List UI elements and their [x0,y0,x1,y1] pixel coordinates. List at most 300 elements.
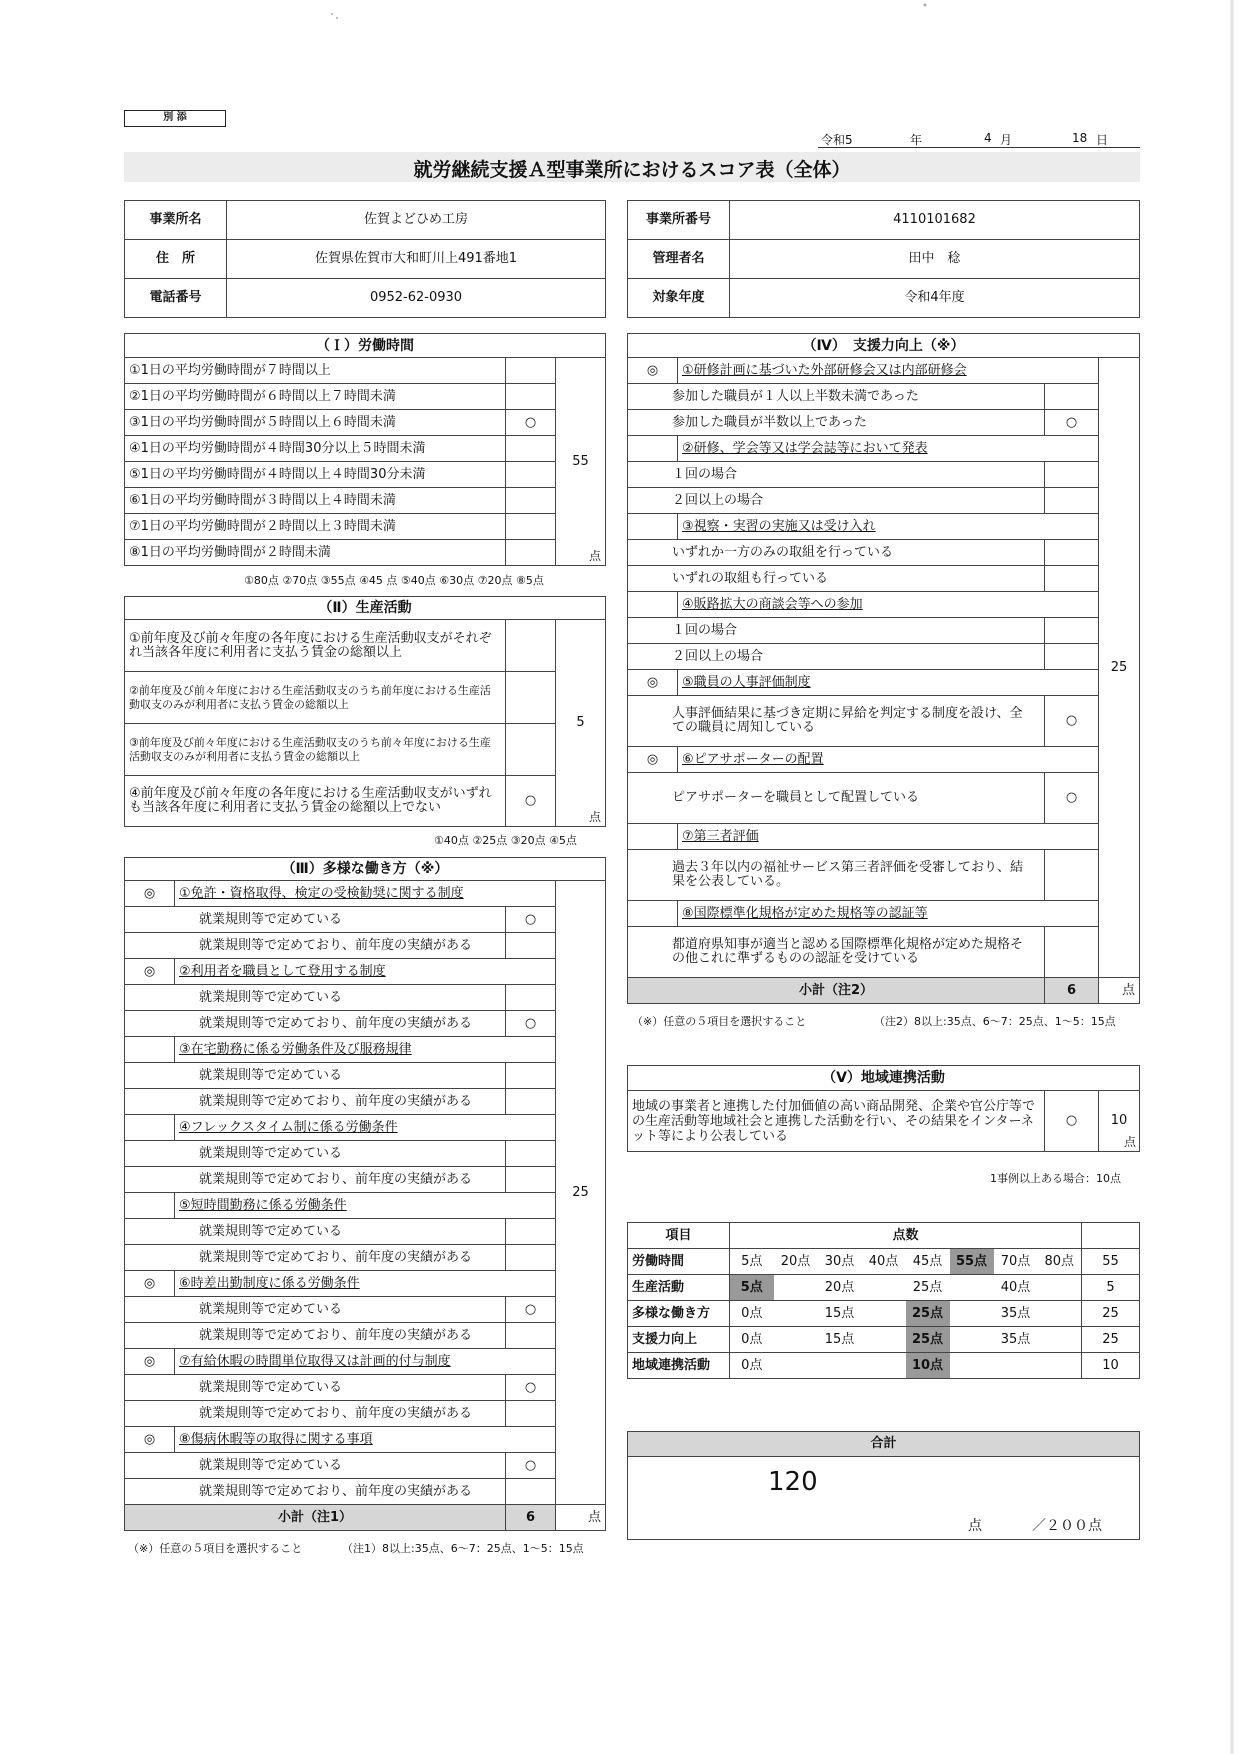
sec2-unit: 点 [588,810,601,824]
sec1-row-mark: ○ [506,410,556,436]
sec4-item-option-row [628,384,1140,410]
sec4-item-option-row [628,696,1140,747]
sec1-row [125,384,606,410]
sec3-item-option-row [125,933,606,959]
summary-cell: 55点 [950,1249,994,1275]
info-left-value: 佐賀県佐賀市大和町川上491番地1 [227,240,606,279]
summary-row-total: 10 [1082,1353,1140,1379]
sec3-item-mark [506,1089,556,1115]
sec3-item-mark [506,1167,556,1193]
summary-cell [994,1353,1038,1379]
sec3-item-option: 就業規則等で定めており、前年度の実績がある [125,1401,506,1427]
sec3-item-select: ◎ [125,881,175,907]
sec4-item-head-row [628,824,1140,850]
summary-cell [1038,1275,1082,1301]
sec3-unit: 点 [587,1509,601,1525]
summary-cell [1038,1353,1082,1379]
sec1-header-row [125,334,606,358]
total-value: 120 [768,1467,818,1497]
sec3-item-option: 就業規則等で定めており、前年度の実績がある [125,1089,506,1115]
summary-row-label: 支援力向上 [628,1327,730,1353]
sec2-row-text: ②前年度及び前々年度における生産活動収支のうち前年度における生産活動収支のみが利用者に支払う賃金の総額以上 [125,672,506,724]
sec4-title: （Ⅳ） 支援力向上（※） [628,334,1140,358]
date-month-unit: 月 [1000,133,1013,147]
sec3-item-mark: ○ [506,1453,556,1479]
sec4-subtotal-unit-cell [1099,978,1140,1004]
sec2-row [125,724,606,776]
sec4-item-head-row [628,592,1140,618]
date-line [818,131,1140,148]
sec4-note-right: （注2）8以上:35点、6～7：25点、1～5：15点 [874,1015,1116,1028]
summary-row [628,1301,1140,1327]
sec4-item-select [628,901,678,927]
sec4-item-select [628,514,678,540]
sec3-item-option-row [125,1375,606,1401]
sec4-item-option: ピアサポーターを職員として配置している [628,773,1045,824]
sec3-item-mark: ○ [506,1375,556,1401]
sec3-item-option: 就業規則等で定めており、前年度の実績がある [125,1011,506,1037]
summary-cell [774,1301,818,1327]
sec1-row-text: ④1日の平均労働時間が４時間30分以上５時間未満 [125,436,506,462]
sec4-item-mark [1045,644,1099,670]
info-right-row [628,279,1140,318]
summary-cell [774,1353,818,1379]
sec4-subtotal: 6 [1045,978,1099,1004]
summary-cell [950,1327,994,1353]
summary-cell: 45点 [906,1249,950,1275]
summary-row [628,1249,1140,1275]
sec3-item-option-row [125,1063,606,1089]
sec3-item-option: 就業規則等で定めており、前年度の実績がある [125,1167,506,1193]
sec1-row [125,488,606,514]
sec5-mark: ○ [1045,1091,1099,1152]
sec4-item-option: いずれか一方のみの取組を行っている [628,540,1045,566]
summary-cell: 70点 [994,1249,1038,1275]
sec1-row-text: ⑥1日の平均労働時間が３時間以上４時間未満 [125,488,506,514]
sec3-score: 25 [572,1184,589,1200]
sec1-row-mark [506,358,556,384]
sec1-row [125,410,606,436]
sec3-item-option-row [125,1453,606,1479]
sec4-item-select: ◎ [628,670,678,696]
sec2-score-cell [556,620,606,827]
sec3-item-head: ④フレックスタイム制に係る労働条件 [175,1115,556,1141]
sec4-item-head: ⑤職員の人事評価制度 [678,670,1099,696]
sec1-note: ①80点 ②70点 ③55点 ④45 点 ⑤40点 ⑥30点 ⑦20点 ⑧5点 [244,574,544,587]
sec4-item-head-row [628,358,1140,384]
summary-cell: 35点 [994,1327,1038,1353]
sec3-item-head: ⑦有給休暇の時間単位取得又は計画的付与制度 [175,1349,556,1375]
sec3-item-select: ◎ [125,1271,175,1297]
sec1-row [125,514,606,540]
sec4-item-option-row [628,850,1140,901]
sec3-item-head: ②利用者を職員として登用する制度 [175,959,556,985]
summary-cell [862,1327,906,1353]
sec3-item-head-row [125,1193,606,1219]
sec4-item-option: ２回以上の場合 [628,488,1045,514]
total-label: 合計 [628,1432,1140,1457]
sec4-item-option: いずれの取組も行っている [628,566,1045,592]
sec3-item-mark [506,1063,556,1089]
summary-cell: 15点 [818,1327,862,1353]
summary-cell [1038,1327,1082,1353]
sec3-item-select [125,1037,175,1063]
info-left-row [125,240,606,279]
sec1-score: 55 [572,453,589,469]
sec4-item-head-row [628,747,1140,773]
sec4-item-head: ⑧国際標準化規格が定めた規格等の認証等 [678,901,1099,927]
sec4-item-option: 都道府県知事が適当と認める国際標準化規格が定めた規格その他これに準ずるものの認証を受けている [628,927,1045,978]
sec2-row-mark: ○ [506,776,556,827]
summary-cell: 40点 [994,1275,1038,1301]
sec4-item-option-row [628,410,1140,436]
sec4-item-head-row [628,670,1140,696]
sec1-row-mark [506,436,556,462]
sec3-item-option-row [125,1401,606,1427]
sec3-item-option: 就業規則等で定めている [125,907,506,933]
sec4-table [627,333,1140,1004]
sec3-item-mark: ○ [506,907,556,933]
summary-row [628,1327,1140,1353]
sec4-item-select: ◎ [628,747,678,773]
info-right-value: 田中 稔 [730,240,1140,279]
total-unit: 点 [968,1518,982,1534]
sec2-table [124,596,606,827]
sec3-item-option-row [125,1219,606,1245]
info-left-row [125,279,606,318]
office-info-left [124,200,606,318]
summary-head-points: 点数 [730,1223,1082,1249]
date-year-unit: 年 [910,133,923,147]
sec4-item-mark [1045,384,1099,410]
sec1-row-mark [506,384,556,410]
sec1-row-mark [506,540,556,566]
sec4-item-mark: ○ [1045,410,1099,436]
sec3-item-option-row [125,907,606,933]
summary-cell: 0点 [730,1301,774,1327]
total-cell [628,1457,1140,1540]
sec3-item-select: ◎ [125,1427,175,1453]
sec3-item-mark [506,1479,556,1505]
summary-row-total: 55 [1082,1249,1140,1275]
summary-table [627,1222,1140,1379]
summary-cell [950,1353,994,1379]
sec3-item-head-row [125,1427,606,1453]
sec3-item-mark [506,1141,556,1167]
summary-cell: 25点 [906,1301,950,1327]
sec3-item-mark: ○ [506,1011,556,1037]
summary-row-label: 生産活動 [628,1275,730,1301]
sec3-item-option: 就業規則等で定めている [125,1141,506,1167]
sec4-item-option-row [628,488,1140,514]
sec4-item-mark: ○ [1045,696,1099,747]
sec4-item-mark: ○ [1045,773,1099,824]
sec4-item-option-row [628,773,1140,824]
summary-cell [862,1353,906,1379]
summary-head-total [1082,1223,1140,1249]
sec4-item-option-row [628,462,1140,488]
sec3-item-mark: ○ [506,1297,556,1323]
sec3-item-option-row [125,1141,606,1167]
sec2-row-mark [506,620,556,672]
total-max: ／２００点 [1032,1518,1102,1534]
sec3-item-option: 就業規則等で定めている [125,1297,506,1323]
sec5-unit: 点 [1123,1135,1136,1149]
date-day: 18 [1072,131,1088,145]
sec1-row [125,462,606,488]
date-era: 令和5 [821,133,853,147]
sec3-item-mark [506,985,556,1011]
summary-row-total: 5 [1082,1275,1140,1301]
sec4-item-mark [1045,462,1099,488]
sec3-item-mark [506,1323,556,1349]
sec4-item-option: 参加した職員が１人以上半数未満であった [628,384,1045,410]
sec3-item-mark [506,1219,556,1245]
sec3-item-select: ◎ [125,1349,175,1375]
sec1-row-text: ⑧1日の平均労働時間が２時間未満 [125,540,506,566]
sec4-item-option-row [628,540,1140,566]
sec3-item-option-row [125,1479,606,1505]
sec5-table [627,1065,1140,1152]
sec3-item-option-row [125,1011,606,1037]
sec1-table [124,333,606,566]
info-right-label: 対象年度 [628,279,730,318]
summary-cell [1038,1301,1082,1327]
info-right-value: 令和4年度 [730,279,1140,318]
sec4-item-head-row [628,514,1140,540]
sec2-row-text: ④前年度及び前々年度の各年度における生産活動収支がいずれも当該各年度に利用者に支払う賃金の総額以上でない [125,776,506,827]
sec4-item-option-row [628,927,1140,978]
sec2-header-row [125,597,606,620]
sec3-title: （Ⅲ）多様な働き方（※） [125,858,606,881]
sec3-item-head: ⑧傷病休暇等の取得に関する事項 [175,1427,556,1453]
sec3-item-head-row [125,1271,606,1297]
summary-cell: 20点 [818,1275,862,1301]
total-table [627,1431,1140,1540]
summary-row-total: 25 [1082,1301,1140,1327]
sec1-row-text: ⑦1日の平均労働時間が２時間以上３時間未満 [125,514,506,540]
summary-cell [818,1353,862,1379]
sec4-item-head-row [628,436,1140,462]
summary-row [628,1275,1140,1301]
sec4-item-option-row [628,644,1140,670]
sec4-item-select: ◎ [628,358,678,384]
sec3-item-head-row [125,1037,606,1063]
sec3-item-option: 就業規則等で定めており、前年度の実績がある [125,1245,506,1271]
sec3-item-option: 就業規則等で定めている [125,1063,506,1089]
sec4-item-option: 参加した職員が半数以上であった [628,410,1045,436]
summary-row-label: 多様な働き方 [628,1301,730,1327]
sec1-row [125,358,606,384]
sec1-row [125,540,606,566]
info-left-value: 0952-62-0930 [227,279,606,318]
sec4-item-option: 過去３年以内の福祉サービス第三者評価を受審しており、結果を公表している。 [628,850,1045,901]
sec3-item-head: ⑥時差出勤制度に係る労働条件 [175,1271,556,1297]
summary-cell [774,1275,818,1301]
sec1-row-text: ③1日の平均労働時間が５時間以上６時間未満 [125,410,506,436]
sec4-subtotal-label: 小計（注2） [628,978,1045,1004]
sec3-header-row [125,858,606,881]
sec5-text: 地域の事業者と連携した付加価値の高い商品開発、企業や官公庁等での生産活動等地域社会と連携した活動を行い、その結果をインターネット等により公表している [628,1091,1045,1152]
summary-cell: 35点 [994,1301,1038,1327]
sec1-unit: 点 [588,549,601,563]
sec1-title: （Ｉ）労働時間 [125,334,606,358]
info-right-value: 4110101682 [730,201,1140,240]
sec2-score: 5 [576,715,585,730]
sec4-item-mark [1045,566,1099,592]
sec4-item-option: １回の場合 [628,618,1045,644]
sec3-item-head-row [125,959,606,985]
attachment-stamp [124,110,226,127]
sec4-item-option-row [628,566,1140,592]
info-left-value: 佐賀よどひめ工房 [227,201,606,240]
sec4-item-head: ②研修、学会等又は学会誌等において発表 [678,436,1099,462]
sec4-item-option-row [628,618,1140,644]
sec3-item-option: 就業規則等で定めており、前年度の実績がある [125,1323,506,1349]
sec3-item-mark [506,933,556,959]
office-info-right [627,200,1140,318]
info-left-label: 住 所 [125,240,227,279]
sec3-item-option-row [125,1297,606,1323]
summary-cell [950,1301,994,1327]
sec3-item-option: 就業規則等で定めている [125,1453,506,1479]
sec5-note: 1事例以上ある場合：10点 [990,1172,1121,1185]
sec3-item-option: 就業規則等で定めている [125,1219,506,1245]
sec3-item-option-row [125,1323,606,1349]
summary-row [628,1353,1140,1379]
sec3-item-option-row [125,985,606,1011]
sec3-note-right: （注1）8以上:35点、6～7：25点、1～5：15点 [342,1542,584,1555]
sec4-item-mark [1045,927,1099,978]
sec4-item-head: ③視察・実習の実施又は受け入れ [678,514,1099,540]
summary-cell [774,1327,818,1353]
page-title: 就労継続支援Ａ型事業所におけるスコア表（全体） [413,159,851,181]
sec1-row-mark [506,514,556,540]
sec4-item-select [628,436,678,462]
sec3-item-mark [506,1401,556,1427]
sec2-row-mark [506,672,556,724]
summary-cell: 0点 [730,1327,774,1353]
sec3-subtotal-label: 小計（注1） [125,1505,506,1531]
sec3-item-head: ③在宅勤務に係る労働条件及び服務規律 [175,1037,556,1063]
sec4-item-mark [1045,618,1099,644]
sec5-score-cell [1099,1091,1140,1152]
sec3-note-left: （※）任意の５項目を選択すること [128,1542,303,1555]
summary-row-total: 25 [1082,1327,1140,1353]
sec2-row-mark [506,724,556,776]
sec3-item-option: 就業規則等で定めており、前年度の実績がある [125,1479,506,1505]
sec3-item-head-row [125,881,606,907]
sec1-row-text: ①1日の平均労働時間が７時間以上 [125,358,506,384]
summary-header-row [628,1223,1140,1249]
sec2-row-text: ①前年度及び前々年度の各年度における生産活動収支がそれぞれ当該各年度に利用者に支払う賃金の総額以上 [125,620,506,672]
summary-cell: 20点 [774,1249,818,1275]
sec1-row-text: ⑤1日の平均労働時間が４時間以上４時間30分未満 [125,462,506,488]
sec3-item-head: ⑤短時間勤務に係る労働条件 [175,1193,556,1219]
sec3-item-option-row [125,1245,606,1271]
sec3-item-option-row [125,1089,606,1115]
sec4-item-option: １回の場合 [628,462,1045,488]
summary-row-label: 労働時間 [628,1249,730,1275]
sec2-row [125,672,606,724]
sec4-header-row [628,334,1140,358]
sec3-item-select [125,1193,175,1219]
sec3-item-option: 就業規則等で定めている [125,985,506,1011]
sec4-item-mark [1045,540,1099,566]
info-left-label: 電話番号 [125,279,227,318]
sec4-item-option: 人事評価結果に基づき定期に昇給を判定する制度を設け、全ての職員に周知している [628,696,1045,747]
summary-cell [950,1275,994,1301]
sec4-note-left: （※）任意の５項目を選択すること [632,1015,807,1028]
summary-row-label: 地域連携活動 [628,1353,730,1379]
sec1-row [125,436,606,462]
sec2-row [125,620,606,672]
info-right-label: 事業所番号 [628,201,730,240]
sec3-item-option-row [125,1167,606,1193]
sec2-title: （Ⅱ）生産活動 [125,597,606,620]
info-left-label: 事業所名 [125,201,227,240]
sec4-item-head-row [628,901,1140,927]
sec4-unit: 点 [1121,982,1135,998]
info-left-row [125,201,606,240]
summary-cell: 15点 [818,1301,862,1327]
sec4-item-head: ⑦第三者評価 [678,824,1099,850]
sec4-item-select [628,824,678,850]
date-day-unit: 日 [1096,133,1109,147]
sec4-subtotal-row [628,978,1140,1004]
sec4-item-mark [1045,488,1099,514]
date-month: 4 [984,131,992,145]
attachment-stamp-text: 別 添 [163,112,187,123]
summary-cell: 80点 [1038,1249,1082,1275]
sec4-item-head: ⑥ピアサポーターの配置 [678,747,1099,773]
info-right-label: 管理者名 [628,240,730,279]
summary-cell [862,1301,906,1327]
info-right-row [628,240,1140,279]
sec3-subtotal-row [125,1505,606,1531]
sec1-row-mark [506,462,556,488]
summary-cell: 0点 [730,1353,774,1379]
summary-head-item: 項目 [628,1223,730,1249]
sec3-item-option: 就業規則等で定めており、前年度の実績がある [125,933,506,959]
summary-cell: 30点 [818,1249,862,1275]
info-right-row [628,201,1140,240]
sec5-score: 10 [1110,1113,1128,1128]
sec1-score-cell [556,358,606,566]
sec3-item-head: ①免許・資格取得、検定の受検勧奨に関する制度 [175,881,556,907]
sec3-item-select: ◎ [125,959,175,985]
summary-cell: 5点 [730,1249,774,1275]
sec2-note: ①40点 ②25点 ③20点 ④5点 [434,834,577,847]
sec1-row-text: ②1日の平均労働時間が６時間以上７時間未満 [125,384,506,410]
sec4-score-cell [1099,358,1140,978]
sec4-item-head: ④販路拡大の商談会等への参加 [678,592,1099,618]
sec1-row-mark [506,488,556,514]
summary-cell: 25点 [906,1275,950,1301]
summary-cell [862,1275,906,1301]
summary-cell: 25点 [906,1327,950,1353]
sec3-item-select [125,1115,175,1141]
sec3-item-head-row [125,1115,606,1141]
sec3-item-option: 就業規則等で定めている [125,1375,506,1401]
sec2-row-text: ③前年度及び前々年度における生産活動収支のうち前々年度における生産活動収支のみが利用者に支払う賃金の総額以上 [125,724,506,776]
sec4-item-mark [1045,850,1099,901]
sec4-item-option: ２回以上の場合 [628,644,1045,670]
sec2-row [125,776,606,827]
sec3-subtotal-unit-cell [556,1505,606,1531]
sec3-item-mark [506,1245,556,1271]
sec4-item-head: ①研修計画に基づいた外部研修会又は内部研修会 [678,358,1099,384]
